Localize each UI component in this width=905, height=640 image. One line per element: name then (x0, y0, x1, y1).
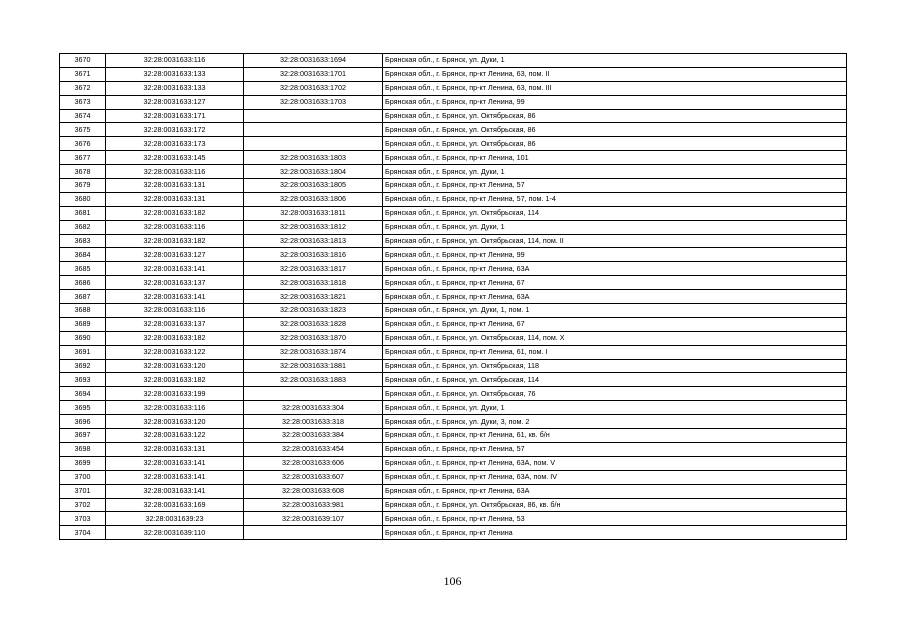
object-number-cell: 32:28:0031633:304 (244, 401, 383, 415)
address-cell: Брянская обл., г. Брянск, ул. Дуки, 1, пом. 1 (383, 304, 847, 318)
object-number-cell: 32:28:0031633:318 (244, 415, 383, 429)
row-number-cell: 3690 (60, 331, 106, 345)
object-number-cell: 32:28:0031633:1703 (244, 95, 383, 109)
table-row (60, 331, 847, 345)
address-cell: Брянская обл., г. Брянск, пр-кт Ленина, 57 (383, 442, 847, 456)
parcel-number-cell: 32:28:0031639:23 (106, 512, 244, 526)
row-number-cell: 3685 (60, 262, 106, 276)
table-row (60, 179, 847, 193)
table-row (60, 359, 847, 373)
parcel-number-cell: 32:28:0031633:116 (106, 220, 244, 234)
property-table (59, 53, 847, 540)
object-number-cell: 32:28:0031633:1874 (244, 345, 383, 359)
address-cell: Брянская обл., г. Брянск, ул. Октябрьская, 86 (383, 123, 847, 137)
object-number-cell: 32:28:0031633:454 (244, 442, 383, 456)
object-number-cell: 32:28:0031633:1817 (244, 262, 383, 276)
parcel-number-cell: 32:28:0031633:116 (106, 165, 244, 179)
property-table-body (60, 54, 847, 540)
address-cell: Брянская обл., г. Брянск, ул. Октябрьская, 114 (383, 206, 847, 220)
table-row (60, 290, 847, 304)
parcel-number-cell: 32:28:0031633:127 (106, 95, 244, 109)
table-row (60, 262, 847, 276)
table-row (60, 95, 847, 109)
parcel-number-cell: 32:28:0031633:145 (106, 151, 244, 165)
row-number-cell: 3674 (60, 109, 106, 123)
object-number-cell: 32:28:0031633:1804 (244, 165, 383, 179)
object-number-cell: 32:28:0031633:1881 (244, 359, 383, 373)
parcel-number-cell: 32:28:0031633:171 (106, 109, 244, 123)
parcel-number-cell: 32:28:0031633:182 (106, 373, 244, 387)
row-number-cell: 3694 (60, 387, 106, 401)
parcel-number-cell: 32:28:0031633:122 (106, 429, 244, 443)
row-number-cell: 3687 (60, 290, 106, 304)
parcel-number-cell: 32:28:0031633:137 (106, 317, 244, 331)
address-cell: Брянская обл., г. Брянск, ул. Дуки, 1 (383, 54, 847, 68)
table-row (60, 498, 847, 512)
object-number-cell: 32:28:0031633:1694 (244, 54, 383, 68)
address-cell: Брянская обл., г. Брянск, ул. Октябрьская, 86 (383, 109, 847, 123)
row-number-cell: 3688 (60, 304, 106, 318)
table-row (60, 456, 847, 470)
row-number-cell: 3686 (60, 276, 106, 290)
parcel-number-cell: 32:28:0031633:127 (106, 248, 244, 262)
row-number-cell: 3692 (60, 359, 106, 373)
row-number-cell: 3693 (60, 373, 106, 387)
address-cell: Брянская обл., г. Брянск, пр-кт Ленина (383, 526, 847, 540)
parcel-number-cell: 32:28:0031633:131 (106, 192, 244, 206)
address-cell: Брянская обл., г. Брянск, ул. Октябрьская, 114 (383, 373, 847, 387)
address-cell: Брянская обл., г. Брянск, пр-кт Ленина, 99 (383, 248, 847, 262)
address-cell: Брянская обл., г. Брянск, пр-кт Ленина, 67 (383, 317, 847, 331)
parcel-number-cell: 32:28:0031633:131 (106, 179, 244, 193)
parcel-number-cell: 32:28:0031633:182 (106, 206, 244, 220)
address-cell: Брянская обл., г. Брянск, пр-кт Ленина, 53 (383, 512, 847, 526)
parcel-number-cell: 32:28:0031633:116 (106, 401, 244, 415)
address-cell: Брянская обл., г. Брянск, ул. Дуки, 3, пом. 2 (383, 415, 847, 429)
row-number-cell: 3697 (60, 429, 106, 443)
object-number-cell: 32:28:0031633:608 (244, 484, 383, 498)
object-number-cell: 32:28:0031633:1818 (244, 276, 383, 290)
parcel-number-cell: 32:28:0031633:120 (106, 415, 244, 429)
parcel-number-cell: 32:28:0031633:131 (106, 442, 244, 456)
address-cell: Брянская обл., г. Брянск, ул. Октябрьская, 86, кв. б/н (383, 498, 847, 512)
object-number-cell: 32:28:0031633:384 (244, 429, 383, 443)
table-row (60, 137, 847, 151)
object-number-cell: 32:28:0031639:107 (244, 512, 383, 526)
object-number-cell: 32:28:0031633:1816 (244, 248, 383, 262)
row-number-cell: 3699 (60, 456, 106, 470)
row-number-cell: 3671 (60, 67, 106, 81)
row-number-cell: 3691 (60, 345, 106, 359)
parcel-number-cell: 32:28:0031633:173 (106, 137, 244, 151)
table-row (60, 415, 847, 429)
table-row (60, 123, 847, 137)
table-row (60, 526, 847, 540)
address-cell: Брянская обл., г. Брянск, пр-кт Ленина, 99 (383, 95, 847, 109)
object-number-cell: 32:28:0031633:1805 (244, 179, 383, 193)
object-number-cell (244, 387, 383, 401)
parcel-number-cell: 32:28:0031633:116 (106, 54, 244, 68)
row-number-cell: 3679 (60, 179, 106, 193)
address-cell: Брянская обл., г. Брянск, ул. Октябрьская, 86 (383, 137, 847, 151)
row-number-cell: 3676 (60, 137, 106, 151)
object-number-cell: 32:28:0031633:981 (244, 498, 383, 512)
parcel-number-cell: 32:28:0031633:116 (106, 304, 244, 318)
table-row (60, 81, 847, 95)
row-number-cell: 3683 (60, 234, 106, 248)
row-number-cell: 3702 (60, 498, 106, 512)
table-row (60, 373, 847, 387)
row-number-cell: 3701 (60, 484, 106, 498)
table-row (60, 192, 847, 206)
parcel-number-cell: 32:28:0031633:120 (106, 359, 244, 373)
table-row (60, 317, 847, 331)
row-number-cell: 3682 (60, 220, 106, 234)
address-cell: Брянская обл., г. Брянск, пр-кт Ленина, 101 (383, 151, 847, 165)
table-row (60, 304, 847, 318)
address-cell: Брянская обл., г. Брянск, ул. Дуки, 1 (383, 401, 847, 415)
object-number-cell (244, 526, 383, 540)
table-row (60, 54, 847, 68)
address-cell: Брянская обл., г. Брянск, пр-кт Ленина, 63А (383, 484, 847, 498)
address-cell: Брянская обл., г. Брянск, пр-кт Ленина, 63А, пом. V (383, 456, 847, 470)
table-row (60, 206, 847, 220)
table-row (60, 429, 847, 443)
address-cell: Брянская обл., г. Брянск, пр-кт Ленина, 63, пом. III (383, 81, 847, 95)
table-row (60, 276, 847, 290)
parcel-number-cell: 32:28:0031633:141 (106, 456, 244, 470)
address-cell: Брянская обл., г. Брянск, ул. Октябрьская, 114, пом. II (383, 234, 847, 248)
object-number-cell: 32:28:0031633:1806 (244, 192, 383, 206)
parcel-number-cell: 32:28:0031633:182 (106, 331, 244, 345)
parcel-number-cell: 32:28:0031633:133 (106, 81, 244, 95)
address-cell: Брянская обл., г. Брянск, ул. Октябрьская, 118 (383, 359, 847, 373)
row-number-cell: 3681 (60, 206, 106, 220)
table-row (60, 470, 847, 484)
parcel-number-cell: 32:28:0031633:199 (106, 387, 244, 401)
table-row (60, 234, 847, 248)
address-cell: Брянская обл., г. Брянск, пр-кт Ленина, 63А (383, 262, 847, 276)
row-number-cell: 3670 (60, 54, 106, 68)
address-cell: Брянская обл., г. Брянск, пр-кт Ленина, 61, кв. б/н (383, 429, 847, 443)
table-row (60, 109, 847, 123)
row-number-cell: 3677 (60, 151, 106, 165)
object-number-cell: 32:28:0031633:607 (244, 470, 383, 484)
object-number-cell (244, 109, 383, 123)
row-number-cell: 3700 (60, 470, 106, 484)
row-number-cell: 3689 (60, 317, 106, 331)
parcel-number-cell: 32:28:0031633:172 (106, 123, 244, 137)
object-number-cell: 32:28:0031633:1883 (244, 373, 383, 387)
table-row (60, 67, 847, 81)
table-row (60, 248, 847, 262)
row-number-cell: 3703 (60, 512, 106, 526)
object-number-cell: 32:28:0031633:1813 (244, 234, 383, 248)
object-number-cell: 32:28:0031633:1702 (244, 81, 383, 95)
object-number-cell: 32:28:0031633:1823 (244, 304, 383, 318)
object-number-cell: 32:28:0031633:1870 (244, 331, 383, 345)
address-cell: Брянская обл., г. Брянск, пр-кт Ленина, 57 (383, 179, 847, 193)
parcel-number-cell: 32:28:0031633:137 (106, 276, 244, 290)
row-number-cell: 3695 (60, 401, 106, 415)
address-cell: Брянская обл., г. Брянск, пр-кт Ленина, 57, пом. 1-4 (383, 192, 847, 206)
object-number-cell: 32:28:0031633:1821 (244, 290, 383, 304)
address-cell: Брянская обл., г. Брянск, пр-кт Ленина, 63, пом. II (383, 67, 847, 81)
parcel-number-cell: 32:28:0031633:122 (106, 345, 244, 359)
object-number-cell (244, 123, 383, 137)
table-row (60, 345, 847, 359)
object-number-cell: 32:28:0031633:1701 (244, 67, 383, 81)
parcel-number-cell: 32:28:0031633:141 (106, 484, 244, 498)
table-row (60, 151, 847, 165)
table-row (60, 220, 847, 234)
table-row (60, 165, 847, 179)
table-row (60, 512, 847, 526)
address-cell: Брянская обл., г. Брянск, пр-кт Ленина, 67 (383, 276, 847, 290)
parcel-number-cell: 32:28:0031633:169 (106, 498, 244, 512)
row-number-cell: 3680 (60, 192, 106, 206)
address-cell: Брянская обл., г. Брянск, пр-кт Ленина, 61, пом. I (383, 345, 847, 359)
object-number-cell (244, 137, 383, 151)
table-row (60, 484, 847, 498)
parcel-number-cell: 32:28:0031633:141 (106, 290, 244, 304)
address-cell: Брянская обл., г. Брянск, ул. Дуки, 1 (383, 220, 847, 234)
address-cell: Брянская обл., г. Брянск, ул. Дуки, 1 (383, 165, 847, 179)
object-number-cell: 32:28:0031633:1811 (244, 206, 383, 220)
parcel-number-cell: 32:28:0031639:110 (106, 526, 244, 540)
parcel-number-cell: 32:28:0031633:133 (106, 67, 244, 81)
object-number-cell: 32:28:0031633:1812 (244, 220, 383, 234)
row-number-cell: 3675 (60, 123, 106, 137)
object-number-cell: 32:28:0031633:1803 (244, 151, 383, 165)
parcel-number-cell: 32:28:0031633:141 (106, 262, 244, 276)
row-number-cell: 3684 (60, 248, 106, 262)
table-row (60, 401, 847, 415)
row-number-cell: 3673 (60, 95, 106, 109)
table-row (60, 442, 847, 456)
row-number-cell: 3678 (60, 165, 106, 179)
address-cell: Брянская обл., г. Брянск, ул. Октябрьская, 114, пом. X (383, 331, 847, 345)
row-number-cell: 3672 (60, 81, 106, 95)
row-number-cell: 3698 (60, 442, 106, 456)
parcel-number-cell: 32:28:0031633:182 (106, 234, 244, 248)
row-number-cell: 3696 (60, 415, 106, 429)
object-number-cell: 32:28:0031633:1828 (244, 317, 383, 331)
page-number: 106 (443, 574, 462, 588)
parcel-number-cell: 32:28:0031633:141 (106, 470, 244, 484)
address-cell: Брянская обл., г. Брянск, пр-кт Ленина, 63А, пом. IV (383, 470, 847, 484)
address-cell: Брянская обл., г. Брянск, ул. Октябрьская, 76 (383, 387, 847, 401)
object-number-cell: 32:28:0031633:606 (244, 456, 383, 470)
address-cell: Брянская обл., г. Брянск, пр-кт Ленина, 63А (383, 290, 847, 304)
row-number-cell: 3704 (60, 526, 106, 540)
table-row (60, 387, 847, 401)
